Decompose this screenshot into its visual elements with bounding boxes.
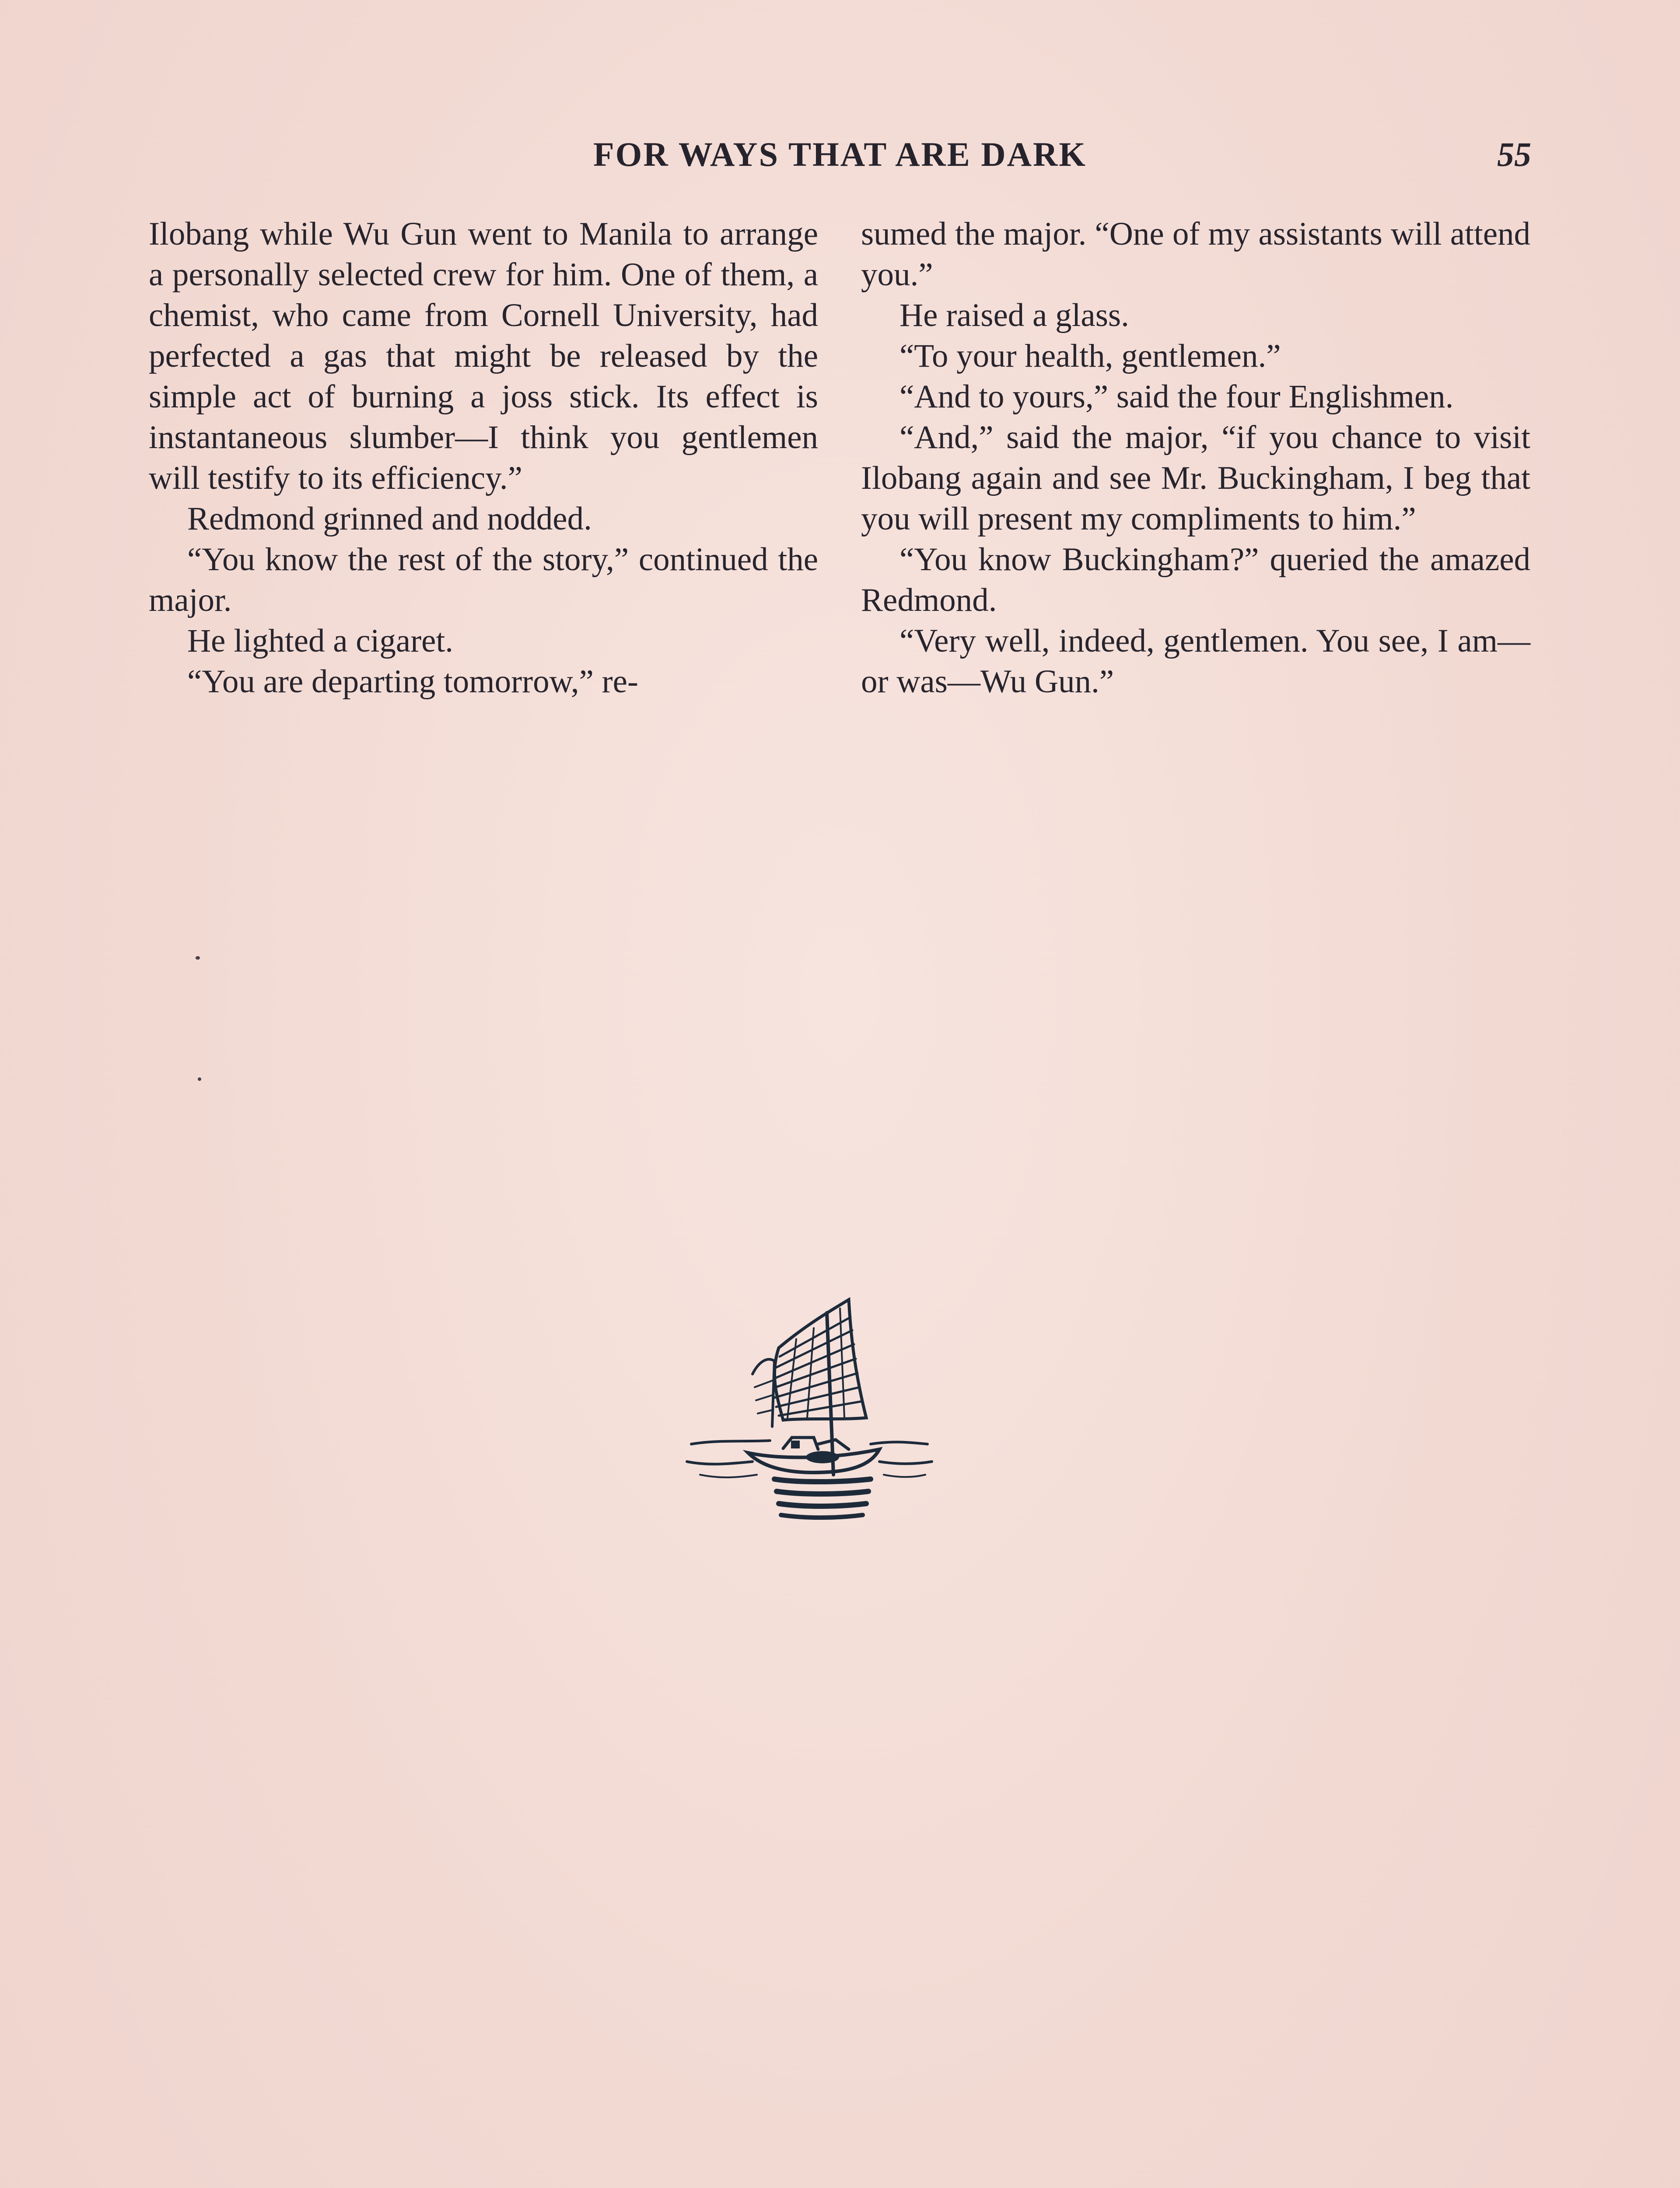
paragraph: “To your health, gentlemen.” — [900, 338, 1281, 374]
paragraph: sumed the major. “One of my assistants will attend you.” — [861, 216, 1530, 293]
chinese-junk-sailboat-icon — [682, 1287, 936, 1549]
paragraph: “You know Buckingham?” queried the amazed Redmond. — [861, 541, 1530, 618]
page-number: 55 — [1497, 135, 1531, 173]
text-column-left — [149, 214, 818, 702]
page-header — [149, 130, 1531, 179]
paragraph: “And,” said the major, “if you chance to visit Ilobang again and see Mr. Buckingham, I beg that you will present my compliments to him.” — [861, 419, 1530, 537]
paragraph: “Very well, indeed, gentlemen. You see, I am—or was—Wu Gun.” — [861, 623, 1530, 700]
paragraph: Redmond grinned and nodded. — [187, 501, 592, 537]
ink-speck — [198, 1077, 201, 1081]
paragraph: He raised a glass. — [900, 297, 1129, 333]
paragraph: “And to yours,” said the four Englishmen. — [900, 379, 1454, 415]
paragraph: He lighted a cigaret. — [187, 623, 454, 659]
text-column-right — [861, 214, 1530, 702]
running-head: FOR WAYS THAT ARE DARK — [593, 135, 1087, 173]
ink-speck — [196, 956, 200, 960]
paragraph: Ilobang while Wu Gun went to Manila to arrange a personally selected crew for him. One of them, a chemist, who came from Cornell University, had perfected a gas that might be released by the simple act of burning a joss stick. Its effect is instantaneous slumber—I think you gentlemen will testify to its efficiency.” — [149, 216, 818, 496]
paragraph: “You know the rest of the story,” continued the major. — [149, 541, 818, 618]
paragraph: “You are departing tomorrow,” re- — [187, 663, 638, 700]
